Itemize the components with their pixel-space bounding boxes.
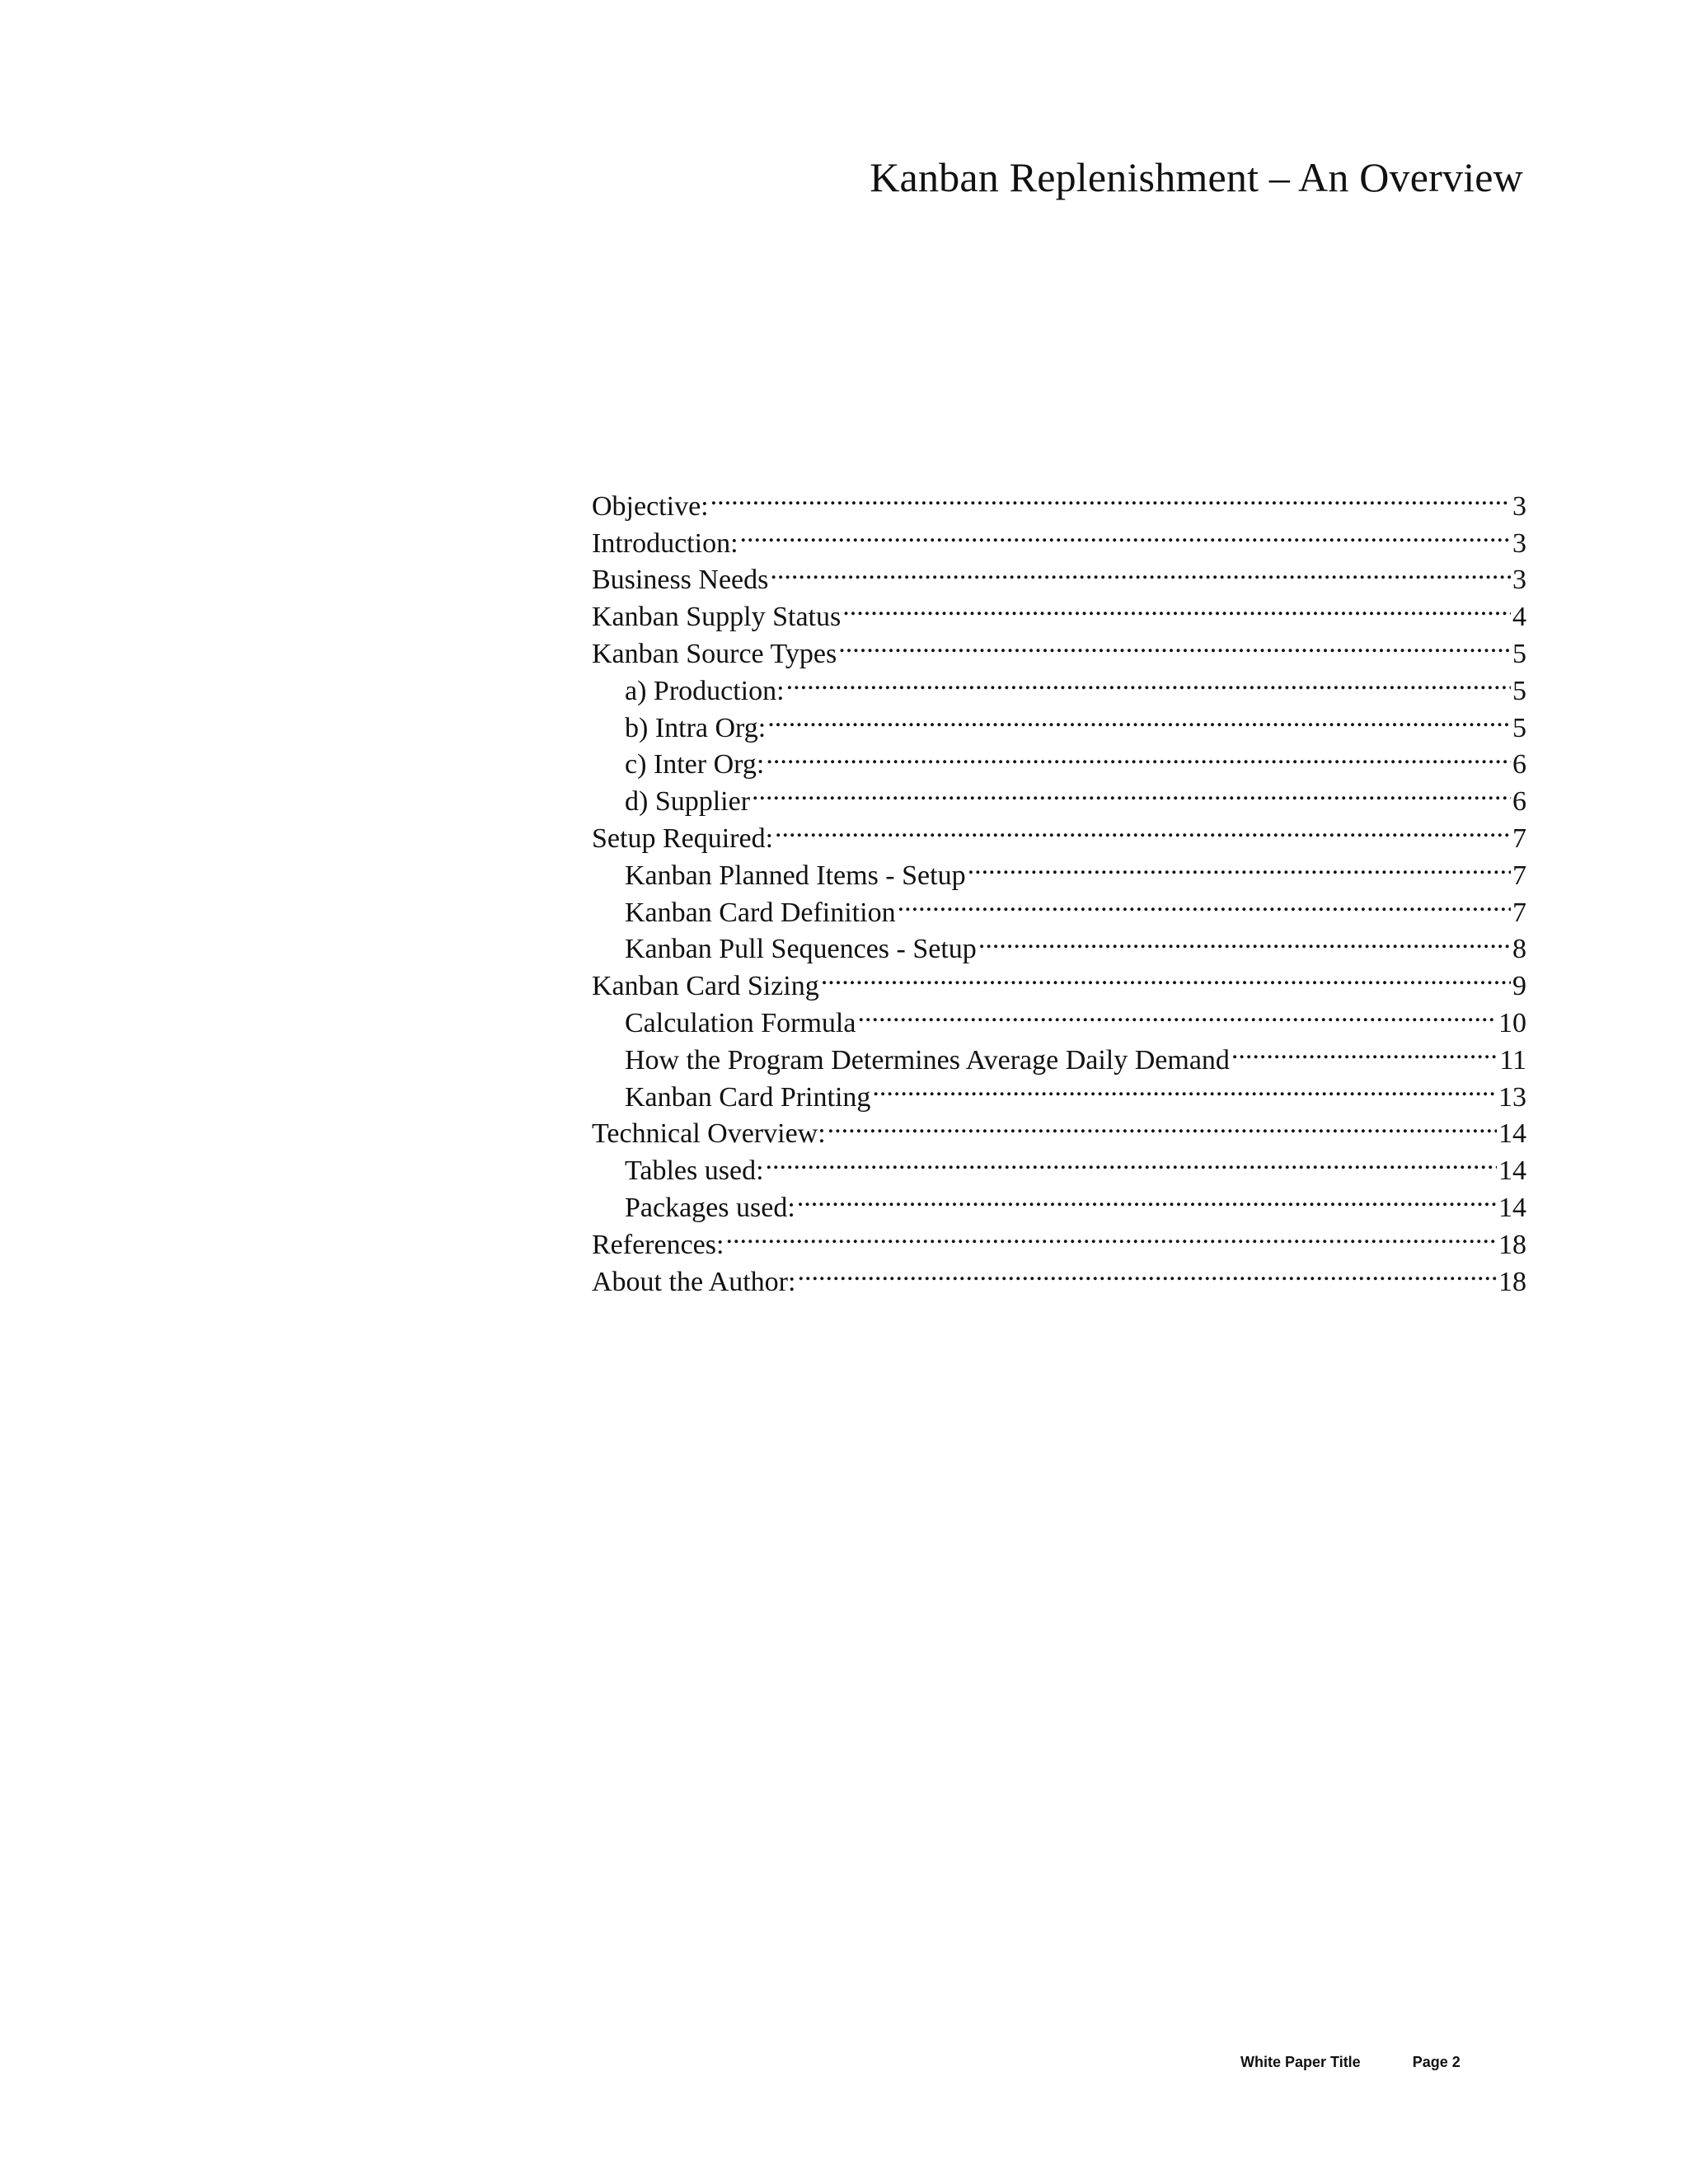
toc-dot-leader (838, 626, 1511, 663)
toc-entry-page: 18 (1498, 1266, 1526, 1297)
toc-dot-leader (770, 552, 1511, 589)
toc-entry-label: Business Needs (592, 565, 769, 596)
toc-entry-page: 13 (1498, 1081, 1526, 1113)
toc-dot-leader (797, 1254, 1497, 1291)
toc-dot-leader (1231, 1032, 1498, 1069)
toc-entry-page: 5 (1512, 712, 1526, 743)
toc-dot-leader (968, 847, 1511, 884)
toc-entry-label: Packages used: (625, 1192, 795, 1223)
toc-entry-page: 9 (1512, 971, 1526, 1002)
toc-entry-page: 3 (1512, 527, 1526, 559)
toc-entry-label: a) Production: (625, 675, 785, 706)
toc-entry-page: 10 (1498, 1007, 1526, 1038)
toc-dot-leader (978, 921, 1511, 958)
page-footer (1240, 2054, 1461, 2071)
toc-entry-inter-org[interactable] (592, 737, 1526, 780)
toc-entry-intra-org[interactable] (592, 700, 1526, 743)
toc-entry-references[interactable] (592, 1216, 1526, 1260)
toc-entry-page: 14 (1498, 1118, 1526, 1150)
toc-entry-page: 7 (1512, 897, 1526, 928)
toc-dot-leader (872, 1069, 1497, 1106)
toc-entry-page: 5 (1512, 638, 1526, 669)
toc-entry-page: 7 (1512, 823, 1526, 854)
toc-entry-label: Kanban Card Sizing (592, 971, 819, 1002)
toc-dot-leader (898, 884, 1511, 921)
footer-page-number: Page 2 (1412, 2054, 1461, 2070)
toc-entry-page: 3 (1512, 565, 1526, 596)
toc-entry-supplier[interactable] (592, 773, 1526, 818)
toc-dot-leader (766, 1142, 1497, 1179)
table-of-contents (592, 478, 1526, 1297)
toc-entry-card-sizing[interactable] (592, 958, 1526, 1002)
toc-entry-label: Objective: (592, 490, 709, 522)
toc-entry-page: 3 (1512, 490, 1526, 522)
toc-entry-kanban-supply-status[interactable] (592, 588, 1526, 633)
toc-dot-leader (725, 1216, 1497, 1254)
toc-entry-label: Kanban Pull Sequences - Setup (625, 934, 977, 965)
toc-entry-technical-overview[interactable] (592, 1106, 1526, 1150)
toc-entry-setup-required[interactable] (592, 810, 1526, 854)
toc-entry-tables-used[interactable] (592, 1142, 1526, 1187)
toc-entry-planned-items-setup[interactable] (592, 847, 1526, 891)
toc-entry-introduction[interactable] (592, 515, 1526, 559)
toc-entry-label: Calculation Formula (625, 1007, 856, 1038)
toc-entry-label: Kanban Card Printing (625, 1081, 871, 1113)
toc-dot-leader (767, 700, 1511, 737)
toc-entry-label: Kanban Source Types (592, 638, 837, 669)
toc-entry-business-needs[interactable] (592, 552, 1526, 596)
toc-entry-about-the-author[interactable] (592, 1254, 1526, 1297)
toc-dot-leader (828, 1106, 1497, 1143)
toc-dot-leader (857, 995, 1497, 1032)
toc-entry-packages-used[interactable] (592, 1179, 1526, 1223)
toc-entry-label: Kanban Planned Items - Setup (625, 860, 966, 891)
toc-dot-leader (821, 958, 1511, 995)
toc-entry-card-printing[interactable] (592, 1069, 1526, 1113)
toc-dot-leader (797, 1179, 1497, 1216)
toc-entry-label: d) Supplier (625, 786, 751, 818)
toc-entry-label: Introduction: (592, 527, 738, 559)
toc-dot-leader (740, 515, 1511, 552)
toc-entry-label: c) Inter Org: (625, 749, 765, 780)
toc-entry-label: b) Intra Org: (625, 712, 767, 743)
toc-entry-average-daily-demand[interactable] (592, 1032, 1526, 1076)
toc-entry-page: 14 (1498, 1192, 1526, 1223)
toc-entry-production[interactable] (592, 663, 1526, 706)
page-title: Kanban Replenishment – An Overview (870, 154, 1523, 200)
toc-entry-page: 18 (1498, 1229, 1526, 1260)
toc-entry-label: Tables used: (625, 1155, 764, 1187)
toc-entry-pull-sequences-setup[interactable] (592, 921, 1526, 965)
toc-entry-label: About the Author: (592, 1266, 796, 1297)
toc-dot-leader (786, 663, 1511, 700)
toc-entry-label: References: (592, 1229, 724, 1260)
toc-entry-page: 8 (1512, 934, 1526, 965)
toc-entry-calculation-formula[interactable] (592, 995, 1526, 1038)
toc-entry-page: 6 (1512, 786, 1526, 818)
footer-doc-title: White Paper Title (1240, 2054, 1361, 2070)
toc-entry-label: Kanban Card Definition (625, 897, 896, 928)
toc-entry-page: 11 (1499, 1044, 1526, 1076)
toc-entry-kanban-source-types[interactable] (592, 626, 1526, 669)
toc-entry-label: Setup Required: (592, 823, 774, 854)
toc-entry-objective[interactable] (592, 478, 1526, 522)
toc-dot-leader (752, 773, 1511, 810)
toc-entry-label: Technical Overview: (592, 1118, 826, 1150)
toc-dot-leader (766, 737, 1511, 774)
toc-entry-label: Kanban Supply Status (592, 602, 842, 633)
toc-entry-label: How the Program Determines Average Daily Demand (625, 1044, 1230, 1076)
toc-dot-leader (775, 810, 1511, 847)
toc-entry-page: 4 (1512, 602, 1526, 633)
toc-entry-card-definition[interactable] (592, 884, 1526, 928)
toc-dot-leader (710, 478, 1511, 515)
toc-entry-page: 5 (1512, 675, 1526, 706)
toc-entry-page: 6 (1512, 749, 1526, 780)
toc-entry-page: 14 (1498, 1155, 1526, 1187)
toc-dot-leader (842, 588, 1511, 626)
toc-entry-page: 7 (1512, 860, 1526, 891)
